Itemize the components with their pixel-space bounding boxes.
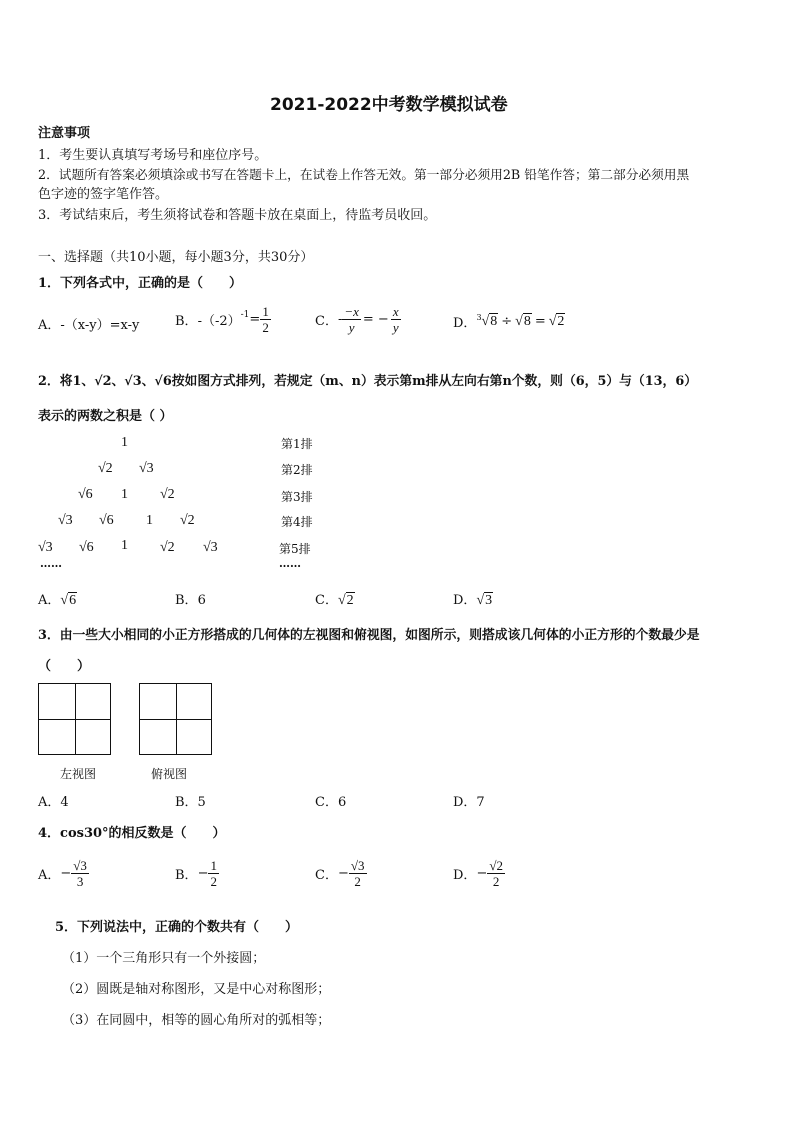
equals-sign: =	[534, 314, 546, 329]
row-label: 第5排	[279, 542, 311, 556]
statement-item: （1）一个三角形只有一个外接圆；	[62, 951, 266, 966]
denominator: 2	[492, 874, 500, 889]
equals-sign: = −	[362, 312, 389, 327]
left-view-diagram	[38, 683, 111, 755]
radicand: 3	[485, 593, 493, 608]
option-label: D．	[453, 593, 477, 608]
radicand: 8	[523, 313, 531, 329]
q1-option-c[interactable]	[315, 304, 401, 335]
option-label: D．	[453, 868, 477, 883]
q4-option-d[interactable]	[453, 858, 505, 889]
question-3-stem: 3．由一些大小相同的小正方形搭成的几何体的左视图和俯视图，如图所示，则搭成该几何体的小正方形的个数最少是	[38, 628, 700, 643]
notice-item: 1．考生要认真填写考场号和座位序号。	[38, 148, 268, 163]
denominator: y	[392, 320, 399, 335]
numerator: x	[392, 304, 399, 319]
array-value: √6	[79, 540, 94, 555]
q4-option-a[interactable]	[38, 858, 89, 889]
question-5-stem: 5．下列说法中，正确的个数共有（ ）	[55, 920, 299, 935]
numerator: √2	[489, 858, 503, 873]
fraction	[349, 858, 367, 889]
q1-option-b[interactable]	[175, 304, 271, 335]
question-1-stem: 1．下列各式中，正确的是（ ）	[38, 276, 243, 291]
row-label: 第3排	[281, 490, 313, 504]
radical: √2	[337, 593, 354, 608]
array-value: 1	[121, 538, 128, 553]
section-heading: 一、选择题（共10小题，每小题3分，共30分）	[38, 250, 314, 265]
option-label: A．	[38, 593, 61, 608]
fraction	[487, 858, 505, 889]
fraction	[260, 304, 271, 335]
continuation-dots: ……	[279, 557, 301, 570]
denominator: 2	[262, 320, 269, 335]
fraction	[71, 858, 89, 889]
page-title: 2021-2022中考数学模拟试卷	[270, 95, 508, 115]
numerator: √3	[350, 858, 365, 873]
notice-heading: 注意事项	[38, 126, 91, 141]
statement-item: （2）圆既是轴对称图形，又是中心对称图形；	[62, 982, 331, 997]
notice-item: 2．试题所有答案必须填涂或书写在答题卡上，在试卷上作答无效。第一部分必须用2B 铅笔作答；第二部分必须用黑	[38, 167, 690, 182]
option-value: 6	[197, 593, 206, 608]
option-label: B．	[175, 868, 198, 883]
radicand: 6	[69, 593, 77, 608]
array-value: 1	[121, 435, 128, 450]
equals-sign: =	[249, 312, 261, 327]
option-label: A．	[38, 318, 61, 333]
array-value: √3	[58, 513, 73, 528]
q2-option-b[interactable]	[175, 589, 206, 608]
root-index: 3	[476, 313, 482, 322]
array-value: √2	[98, 461, 113, 476]
q2-option-c[interactable]	[315, 589, 355, 609]
radical: √8	[515, 313, 531, 329]
q1-option-a[interactable]	[38, 314, 139, 333]
minus-sign: −	[60, 866, 72, 881]
denominator: 3	[76, 874, 84, 889]
radicand: 8	[490, 313, 498, 329]
radical: √3	[476, 593, 493, 608]
array-value: 1	[146, 513, 153, 528]
radicand: 2	[557, 313, 565, 329]
q4-option-c[interactable]	[315, 858, 367, 889]
row-label: 第4排	[281, 515, 313, 529]
option-label: C．	[315, 868, 338, 883]
top-view-diagram	[139, 683, 212, 755]
radical: √2	[548, 313, 565, 329]
q3-option-c[interactable]: C．6	[315, 795, 347, 810]
row-label: 第1排	[281, 437, 313, 451]
top-view-caption: 俯视图	[151, 767, 188, 781]
question-3-stem-cont: （ ）	[38, 659, 91, 674]
fraction	[208, 858, 219, 889]
row-label: 第2排	[281, 463, 313, 477]
radical: √8	[481, 313, 498, 329]
option-text: -（-2）	[197, 314, 241, 329]
numerator: √3	[73, 858, 87, 873]
option-label: D．	[453, 316, 477, 331]
option-label: B．	[175, 593, 198, 608]
notice-item: 色字迹的签字笔作答。	[38, 187, 169, 202]
radical: √6	[60, 593, 77, 608]
array-value: 1	[121, 487, 128, 502]
array-value: √6	[99, 513, 114, 528]
fraction	[391, 304, 401, 335]
numerator: −x	[344, 304, 359, 319]
option-label: B．	[175, 314, 198, 329]
array-value: √6	[78, 487, 93, 502]
question-2-stem-cont: 表示的两数之积是（ ）	[38, 409, 173, 424]
denominator: y	[348, 320, 355, 335]
array-value: √2	[160, 487, 175, 502]
radicand: 2	[346, 593, 354, 608]
exponent: -1	[240, 309, 250, 320]
minus-sign: -	[337, 312, 343, 327]
fraction	[342, 304, 361, 335]
question-4-stem: 4．cos30°的相反数是（ ）	[38, 826, 226, 841]
denominator: 2	[210, 874, 217, 889]
option-label: C．	[315, 314, 338, 329]
left-view-caption: 左视图	[60, 767, 97, 781]
question-2-stem: 2．将1、√2、√3、√6按如图方式排列，若规定（m、n）表示第m排从左向右第n个数，则（6，5）与（13，6）	[38, 374, 698, 389]
array-value: √3	[203, 540, 218, 555]
q3-option-b[interactable]: B．5	[175, 795, 206, 810]
divide-sign: ÷	[501, 314, 513, 329]
minus-sign: −	[337, 866, 349, 881]
q3-option-a[interactable]: A．4	[38, 795, 69, 810]
array-value: √2	[160, 540, 175, 555]
option-text: -（x-y）=x-y	[60, 318, 140, 333]
q1-option-d[interactable]	[453, 312, 565, 331]
option-label: A．	[38, 868, 61, 883]
option-label: C．	[315, 593, 338, 608]
q2-option-d[interactable]	[453, 589, 493, 609]
q4-option-b[interactable]	[175, 858, 219, 889]
q3-option-d[interactable]: D．7	[453, 795, 485, 810]
statement-item: （3）在同圆中，相等的圆心角所对的弧相等；	[62, 1013, 331, 1028]
minus-sign: −	[476, 866, 488, 881]
numerator: 1	[210, 858, 217, 873]
array-value: √3	[38, 540, 53, 555]
array-value: √2	[180, 513, 195, 528]
q2-option-a[interactable]	[38, 589, 77, 609]
array-value: √3	[139, 461, 154, 476]
denominator: 2	[354, 874, 361, 889]
numerator: 1	[262, 304, 269, 319]
minus-sign: −	[197, 866, 209, 881]
notice-item: 3．考试结束后，考生须将试卷和答题卡放在桌面上，待监考员收回。	[38, 208, 437, 223]
continuation-dots: ……	[40, 557, 62, 570]
